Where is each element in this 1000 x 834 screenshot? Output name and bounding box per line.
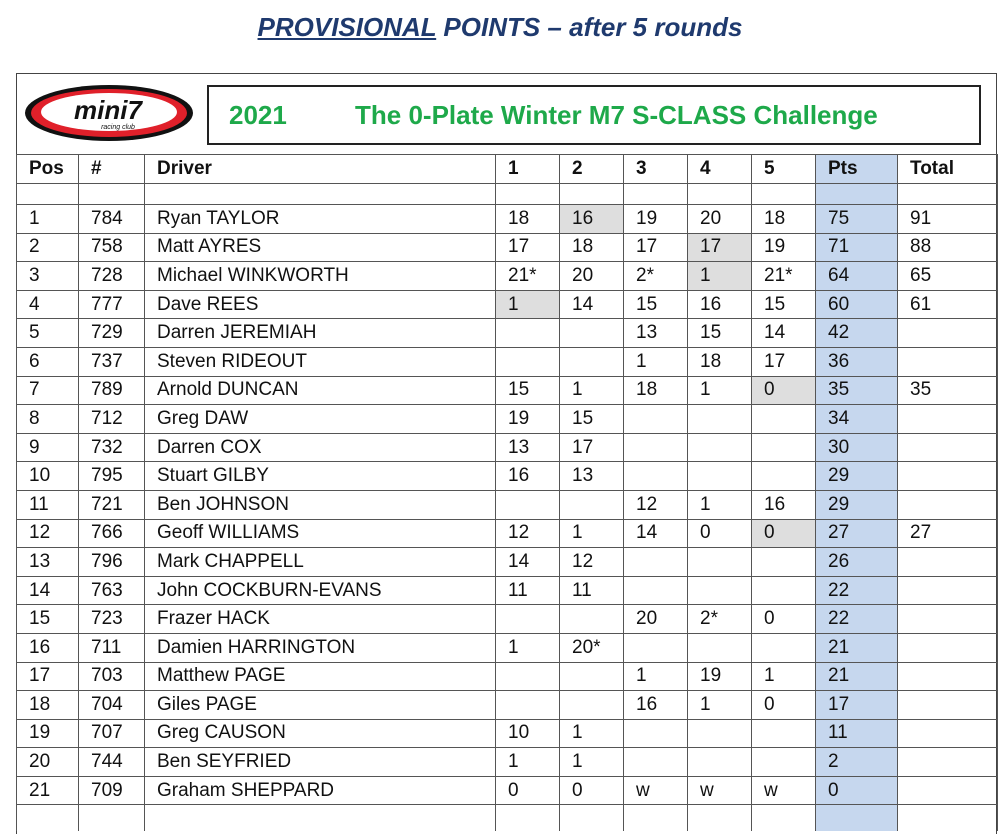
cell-r4: w xyxy=(688,776,752,805)
cell-r4: 19 xyxy=(688,662,752,691)
table-row xyxy=(17,319,998,348)
column-header-driver: Driver xyxy=(145,155,496,184)
cell-r2 xyxy=(560,347,624,376)
cell-r4 xyxy=(688,719,752,748)
cell-r5: 0 xyxy=(752,519,816,548)
cell-total: 35 xyxy=(898,376,998,405)
cell-pos: 7 xyxy=(17,376,79,405)
cell-total xyxy=(898,748,998,777)
cell-r2 xyxy=(560,691,624,720)
empty-cell xyxy=(624,805,688,832)
cell-pos: 5 xyxy=(17,319,79,348)
cell-number: 758 xyxy=(79,233,145,262)
cell-driver: Ryan TAYLOR xyxy=(145,205,496,234)
cell-r5: 15 xyxy=(752,290,816,319)
cell-pos: 1 xyxy=(17,205,79,234)
cell-number: 763 xyxy=(79,576,145,605)
empty-cell xyxy=(898,805,998,832)
column-header-r5: 5 xyxy=(752,155,816,184)
cell-r5 xyxy=(752,462,816,491)
cell-driver: Ben SEYFRIED xyxy=(145,748,496,777)
cell-pts: 11 xyxy=(816,719,898,748)
cell-r1 xyxy=(496,490,560,519)
cell-total xyxy=(898,691,998,720)
cell-r3 xyxy=(624,633,688,662)
column-header-r4: 4 xyxy=(688,155,752,184)
table-row xyxy=(17,605,998,634)
column-header-pos: Pos xyxy=(17,155,79,184)
column-header-r3: 3 xyxy=(624,155,688,184)
spacer-cell xyxy=(624,184,688,205)
table-row xyxy=(17,719,998,748)
cell-pts: 64 xyxy=(816,262,898,291)
table-row xyxy=(17,662,998,691)
cell-r4 xyxy=(688,576,752,605)
cell-r4: 1 xyxy=(688,490,752,519)
cell-r5 xyxy=(752,719,816,748)
cell-pts: 22 xyxy=(816,576,898,605)
column-header-r2: 2 xyxy=(560,155,624,184)
table-row xyxy=(17,347,998,376)
banner-year: 2021 xyxy=(229,100,287,130)
cell-number: 723 xyxy=(79,605,145,634)
cell-r1: 11 xyxy=(496,576,560,605)
cell-r1 xyxy=(496,605,560,634)
cell-r3 xyxy=(624,462,688,491)
cell-r2: 1 xyxy=(560,748,624,777)
spacer-cell xyxy=(79,184,145,205)
empty-cell xyxy=(688,805,752,832)
table-row xyxy=(17,748,998,777)
cell-r3: 14 xyxy=(624,519,688,548)
spacer-cell xyxy=(145,184,496,205)
cell-pts: 36 xyxy=(816,347,898,376)
cell-r3: 19 xyxy=(624,205,688,234)
cell-total xyxy=(898,433,998,462)
cell-r4: 1 xyxy=(688,376,752,405)
cell-r3: w xyxy=(624,776,688,805)
cell-r5: w xyxy=(752,776,816,805)
spacer-cell xyxy=(496,184,560,205)
cell-pos: 2 xyxy=(17,233,79,262)
cell-r2: 15 xyxy=(560,405,624,434)
cell-r3: 15 xyxy=(624,290,688,319)
spacer-cell xyxy=(816,184,898,205)
empty-cell xyxy=(17,805,79,832)
cell-r3: 16 xyxy=(624,691,688,720)
cell-pos: 6 xyxy=(17,347,79,376)
cell-r2: 1 xyxy=(560,376,624,405)
cell-number: 777 xyxy=(79,290,145,319)
cell-r4: 18 xyxy=(688,347,752,376)
cell-r4: 16 xyxy=(688,290,752,319)
spacer-cell xyxy=(752,184,816,205)
cell-pos: 10 xyxy=(17,462,79,491)
cell-r2: 18 xyxy=(560,233,624,262)
cell-r1: 14 xyxy=(496,548,560,577)
cell-pos: 4 xyxy=(17,290,79,319)
cell-r1 xyxy=(496,691,560,720)
cell-driver: Michael WINKWORTH xyxy=(145,262,496,291)
cell-number: 711 xyxy=(79,633,145,662)
cell-r3 xyxy=(624,548,688,577)
cell-pos: 8 xyxy=(17,405,79,434)
cell-driver: Dave REES xyxy=(145,290,496,319)
cell-pos: 9 xyxy=(17,433,79,462)
table-row xyxy=(17,405,998,434)
cell-r4: 17 xyxy=(688,233,752,262)
table-row xyxy=(17,776,998,805)
cell-pts: 21 xyxy=(816,662,898,691)
cell-number: 709 xyxy=(79,776,145,805)
page-title xyxy=(0,12,1000,43)
cell-driver: Steven RIDEOUT xyxy=(145,347,496,376)
cell-driver: Greg DAW xyxy=(145,405,496,434)
cell-pos: 11 xyxy=(17,490,79,519)
cell-pos: 16 xyxy=(17,633,79,662)
cell-pts: 75 xyxy=(816,205,898,234)
cell-total xyxy=(898,776,998,805)
cell-r2: 14 xyxy=(560,290,624,319)
cell-r3: 13 xyxy=(624,319,688,348)
empty-cell xyxy=(560,805,624,832)
cell-number: 732 xyxy=(79,433,145,462)
cell-pos: 13 xyxy=(17,548,79,577)
table-row xyxy=(17,462,998,491)
empty-cell xyxy=(816,805,898,832)
table-spacer-row xyxy=(17,184,998,205)
cell-number: 712 xyxy=(79,405,145,434)
cell-r2 xyxy=(560,319,624,348)
cell-number: 784 xyxy=(79,205,145,234)
spacer-cell xyxy=(898,184,998,205)
column-header-pts: Pts xyxy=(816,155,898,184)
cell-r3: 12 xyxy=(624,490,688,519)
cell-r4: 2* xyxy=(688,605,752,634)
cell-r3 xyxy=(624,719,688,748)
cell-pts: 2 xyxy=(816,748,898,777)
cell-driver: Frazer HACK xyxy=(145,605,496,634)
empty-cell xyxy=(752,805,816,832)
cell-r5 xyxy=(752,748,816,777)
cell-r2: 1 xyxy=(560,719,624,748)
cell-pts: 30 xyxy=(816,433,898,462)
cell-total: 27 xyxy=(898,519,998,548)
cell-pos: 18 xyxy=(17,691,79,720)
cell-r5: 16 xyxy=(752,490,816,519)
cell-r3: 1 xyxy=(624,347,688,376)
cell-r2 xyxy=(560,662,624,691)
cell-r1: 16 xyxy=(496,462,560,491)
cell-driver: Graham SHEPPARD xyxy=(145,776,496,805)
cell-driver: Darren JEREMIAH xyxy=(145,319,496,348)
cell-number: 721 xyxy=(79,490,145,519)
cell-driver: Geoff WILLIAMS xyxy=(145,519,496,548)
cell-pts: 34 xyxy=(816,405,898,434)
empty-cell xyxy=(496,805,560,832)
cell-r3: 18 xyxy=(624,376,688,405)
cell-number: 789 xyxy=(79,376,145,405)
cell-driver: Greg CAUSON xyxy=(145,719,496,748)
cell-total xyxy=(898,405,998,434)
table-header-row xyxy=(17,155,998,184)
cell-pos: 12 xyxy=(17,519,79,548)
table-row xyxy=(17,290,998,319)
cell-r2: 13 xyxy=(560,462,624,491)
cell-r3 xyxy=(624,576,688,605)
column-header-total: Total xyxy=(898,155,998,184)
cell-r5: 0 xyxy=(752,605,816,634)
cell-r4: 1 xyxy=(688,691,752,720)
cell-r1: 18 xyxy=(496,205,560,234)
cell-pts: 42 xyxy=(816,319,898,348)
cell-r2: 12 xyxy=(560,548,624,577)
cell-r5: 0 xyxy=(752,691,816,720)
cell-r1 xyxy=(496,319,560,348)
cell-r2: 17 xyxy=(560,433,624,462)
cell-pts: 27 xyxy=(816,519,898,548)
logo-subtext: racing club xyxy=(101,124,135,131)
page-title-rest: POINTS – after 5 rounds xyxy=(436,12,743,42)
cell-pts: 17 xyxy=(816,691,898,720)
cell-r4 xyxy=(688,433,752,462)
cell-r1: 17 xyxy=(496,233,560,262)
banner-championship-name: The 0-Plate Winter M7 S-CLASS Challenge xyxy=(355,100,878,130)
cell-r2: 0 xyxy=(560,776,624,805)
spacer-cell xyxy=(688,184,752,205)
logo-text: mini7 xyxy=(74,95,142,125)
cell-r1: 15 xyxy=(496,376,560,405)
cell-total xyxy=(898,576,998,605)
cell-r2 xyxy=(560,490,624,519)
cell-total: 61 xyxy=(898,290,998,319)
table-row xyxy=(17,262,998,291)
cell-r1: 1 xyxy=(496,748,560,777)
cell-r5 xyxy=(752,576,816,605)
cell-number: 707 xyxy=(79,719,145,748)
cell-r3: 2* xyxy=(624,262,688,291)
cell-r4 xyxy=(688,748,752,777)
table-row xyxy=(17,376,998,405)
table-row xyxy=(17,691,998,720)
cell-r4: 15 xyxy=(688,319,752,348)
cell-r3: 20 xyxy=(624,605,688,634)
cell-r5 xyxy=(752,433,816,462)
cell-total xyxy=(898,319,998,348)
cell-r4 xyxy=(688,548,752,577)
cell-pts: 21 xyxy=(816,633,898,662)
cell-number: 728 xyxy=(79,262,145,291)
cell-pos: 19 xyxy=(17,719,79,748)
cell-r5: 19 xyxy=(752,233,816,262)
cell-r3 xyxy=(624,748,688,777)
cell-r5 xyxy=(752,548,816,577)
cell-pos: 14 xyxy=(17,576,79,605)
cell-total: 91 xyxy=(898,205,998,234)
cell-r5: 14 xyxy=(752,319,816,348)
cell-pos: 15 xyxy=(17,605,79,634)
cell-r4 xyxy=(688,462,752,491)
cell-r3 xyxy=(624,433,688,462)
cell-r5: 21* xyxy=(752,262,816,291)
cell-r1: 1 xyxy=(496,633,560,662)
cell-r3: 17 xyxy=(624,233,688,262)
cell-pts: 26 xyxy=(816,548,898,577)
cell-total xyxy=(898,662,998,691)
cell-r1: 0 xyxy=(496,776,560,805)
cell-r4: 0 xyxy=(688,519,752,548)
cell-r5 xyxy=(752,633,816,662)
cell-total: 88 xyxy=(898,233,998,262)
cell-r1: 21* xyxy=(496,262,560,291)
cell-r5 xyxy=(752,405,816,434)
table-row xyxy=(17,576,998,605)
cell-total xyxy=(898,633,998,662)
table-row xyxy=(17,519,998,548)
cell-r4 xyxy=(688,633,752,662)
cell-driver: Matthew PAGE xyxy=(145,662,496,691)
cell-r1 xyxy=(496,662,560,691)
cell-r5: 17 xyxy=(752,347,816,376)
column-header-number: # xyxy=(79,155,145,184)
cell-r5: 1 xyxy=(752,662,816,691)
table-row xyxy=(17,633,998,662)
cell-driver: Arnold DUNCAN xyxy=(145,376,496,405)
cell-r4: 1 xyxy=(688,262,752,291)
cell-r2: 20 xyxy=(560,262,624,291)
cell-total xyxy=(898,719,998,748)
cell-r1: 13 xyxy=(496,433,560,462)
cell-pts: 60 xyxy=(816,290,898,319)
cell-r4 xyxy=(688,405,752,434)
cell-pts: 29 xyxy=(816,462,898,491)
mini7-logo xyxy=(22,82,197,144)
cell-total xyxy=(898,347,998,376)
cell-pts: 22 xyxy=(816,605,898,634)
cell-r1 xyxy=(496,347,560,376)
cell-total: 65 xyxy=(898,262,998,291)
cell-driver: John COCKBURN-EVANS xyxy=(145,576,496,605)
cell-r1: 19 xyxy=(496,405,560,434)
cell-number: 795 xyxy=(79,462,145,491)
cell-r5: 18 xyxy=(752,205,816,234)
cell-driver: Stuart GILBY xyxy=(145,462,496,491)
empty-cell xyxy=(79,805,145,832)
spacer-cell xyxy=(560,184,624,205)
cell-pts: 71 xyxy=(816,233,898,262)
cell-driver: Giles PAGE xyxy=(145,691,496,720)
cell-pos: 3 xyxy=(17,262,79,291)
cell-driver: Mark CHAPPELL xyxy=(145,548,496,577)
cell-r2: 20* xyxy=(560,633,624,662)
cell-number: 704 xyxy=(79,691,145,720)
cell-number: 744 xyxy=(79,748,145,777)
cell-total xyxy=(898,462,998,491)
cell-r1: 12 xyxy=(496,519,560,548)
cell-r2: 1 xyxy=(560,519,624,548)
cell-pts: 0 xyxy=(816,776,898,805)
table-body xyxy=(17,184,998,832)
cell-number: 737 xyxy=(79,347,145,376)
points-table xyxy=(16,154,998,831)
championship-banner xyxy=(207,85,981,145)
table-row xyxy=(17,490,998,519)
table-row xyxy=(17,233,998,262)
cell-pos: 21 xyxy=(17,776,79,805)
cell-number: 729 xyxy=(79,319,145,348)
cell-total xyxy=(898,548,998,577)
cell-total xyxy=(898,490,998,519)
column-header-r1: 1 xyxy=(496,155,560,184)
table-row xyxy=(17,548,998,577)
spacer-cell xyxy=(17,184,79,205)
cell-pts: 35 xyxy=(816,376,898,405)
cell-r1: 10 xyxy=(496,719,560,748)
cell-r2: 11 xyxy=(560,576,624,605)
cell-r2 xyxy=(560,605,624,634)
table-empty-row xyxy=(17,805,998,832)
cell-r5: 0 xyxy=(752,376,816,405)
cell-driver: Matt AYRES xyxy=(145,233,496,262)
cell-r4: 20 xyxy=(688,205,752,234)
table-row xyxy=(17,205,998,234)
cell-number: 796 xyxy=(79,548,145,577)
cell-r3: 1 xyxy=(624,662,688,691)
cell-r1: 1 xyxy=(496,290,560,319)
cell-r3 xyxy=(624,405,688,434)
cell-driver: Damien HARRINGTON xyxy=(145,633,496,662)
cell-pts: 29 xyxy=(816,490,898,519)
table-row xyxy=(17,433,998,462)
cell-number: 766 xyxy=(79,519,145,548)
cell-total xyxy=(898,605,998,634)
cell-pos: 17 xyxy=(17,662,79,691)
empty-cell xyxy=(145,805,496,832)
cell-driver: Ben JOHNSON xyxy=(145,490,496,519)
page-title-underlined: PROVISIONAL xyxy=(257,12,437,42)
cell-r2: 16 xyxy=(560,205,624,234)
cell-driver: Darren COX xyxy=(145,433,496,462)
cell-number: 703 xyxy=(79,662,145,691)
cell-pos: 20 xyxy=(17,748,79,777)
